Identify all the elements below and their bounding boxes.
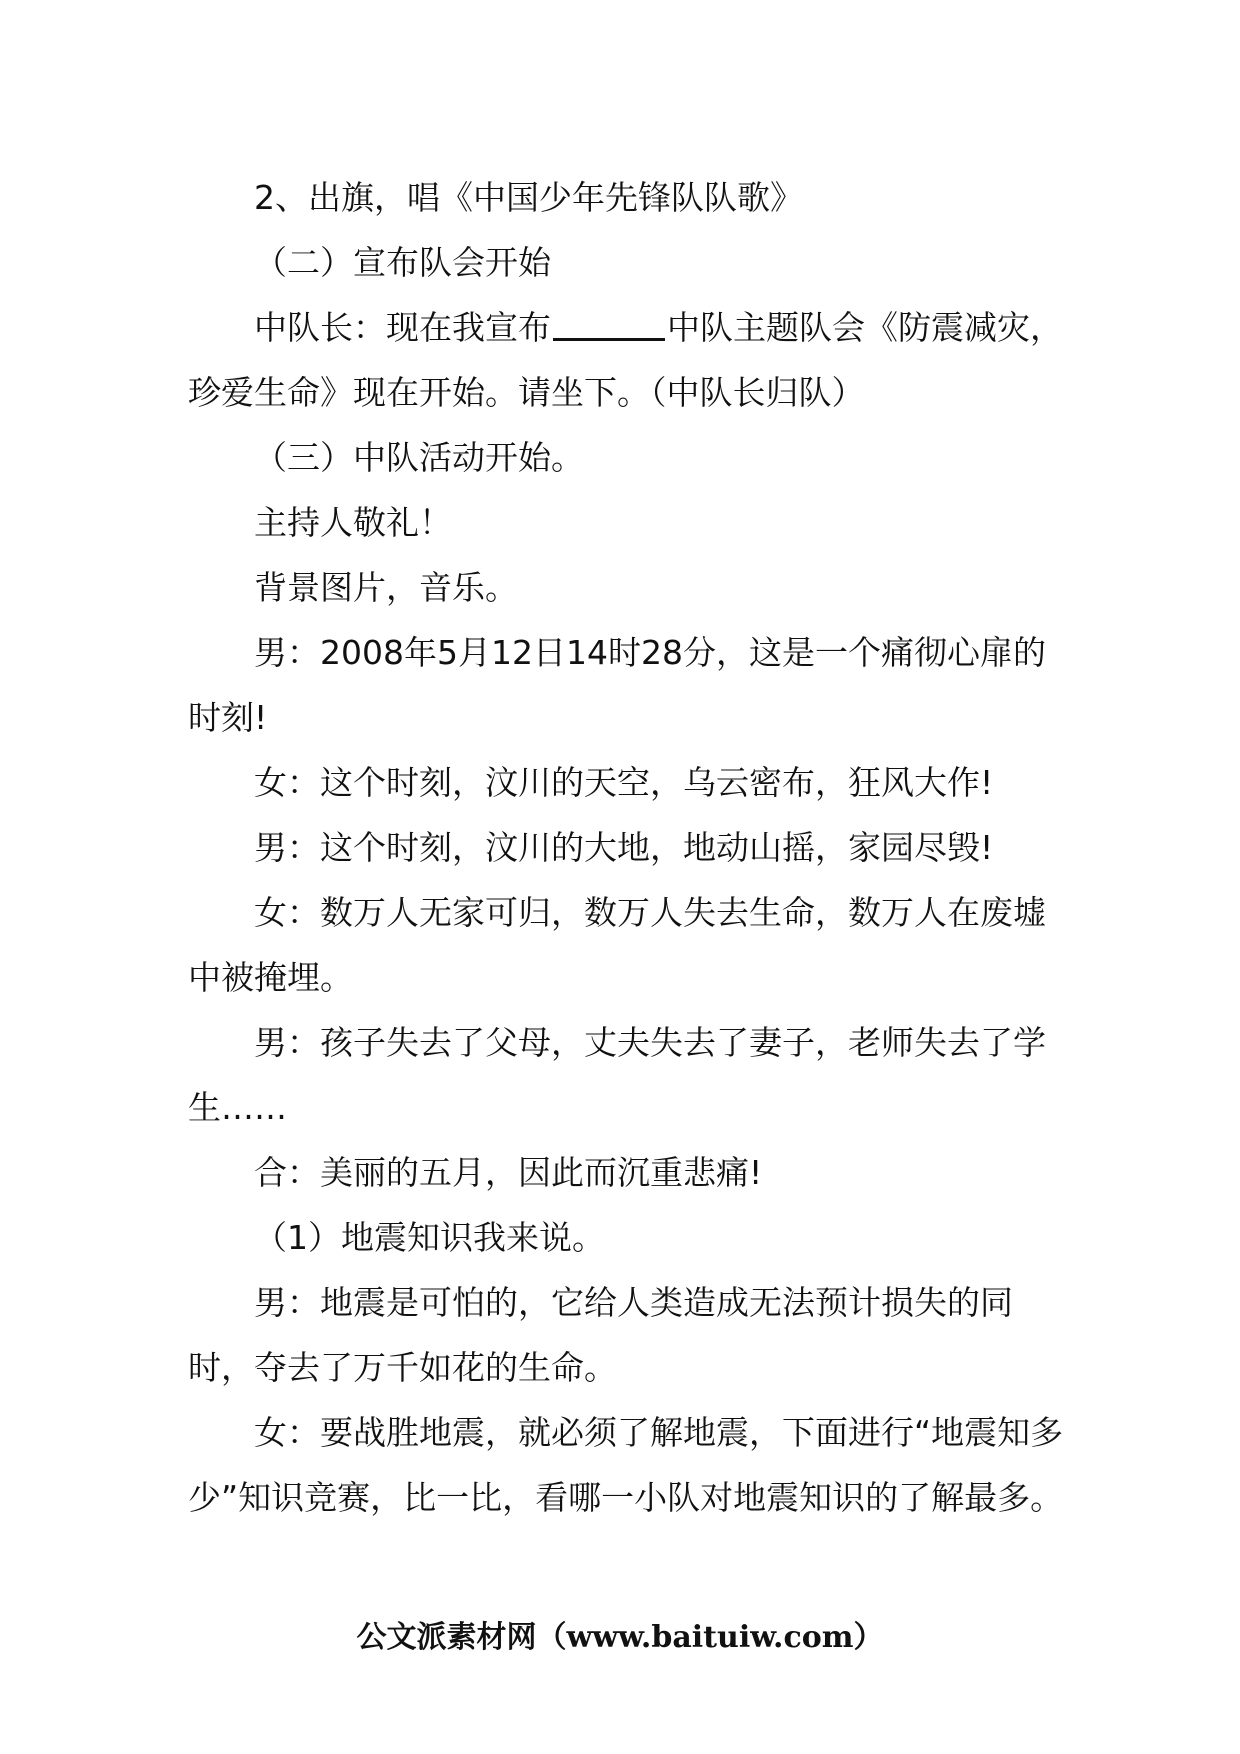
paragraph-female-homeless: 女：数万人无家可归，数万人失去生命，数万人在废墟中被掩埋。: [188, 893, 1046, 997]
paragraph-activity-start: （三）中队活动开始。: [254, 438, 584, 477]
paragraph-male-2008: 男：2008年5月12日14时28分，这是一个痛彻心扉的时刻!: [188, 633, 1046, 737]
paragraph-host-salute: 主持人敬礼！: [254, 503, 452, 542]
announcement-text-before: 中队长：现在我宣布: [254, 308, 551, 347]
paragraph-background-music: 背景图片，音乐。: [254, 568, 518, 607]
footer-source-watermark: 公文派素材网（www.baituiw.com）: [356, 1620, 884, 1655]
paragraph-male-loss: 男：孩子失去了父母，丈夫失去了妻子，老师失去了学生……: [188, 1023, 1046, 1127]
announcement-text-after: 中队主题队会《防震减灾，珍爱生命》现在开始。请坐下。（中队长归队）: [188, 308, 1063, 412]
paragraph-male-earthquake: 男：地震是可怕的，它给人类造成无法预计损失的同时，夺去了万千如花的生命。: [188, 1283, 1013, 1387]
paragraph-male-earth: 男：这个时刻，汶川的大地，地动山摇，家园尽毁!: [254, 828, 994, 867]
paragraph-flag-ceremony: 2、出旗，唱《中国少年先锋队队歌》: [254, 178, 803, 217]
paragraph-announce-start: （二）宣布队会开始: [254, 243, 551, 282]
paragraph-squad-leader-announcement: [188, 295, 1068, 425]
paragraph-female-quiz: 女：要战胜地震，就必须了解地震，下面进行“地震知多少”知识竞赛，比一比，看哪一小队对地震知识的了解最多。: [188, 1413, 1064, 1517]
paragraph-female-sky: 女：这个时刻，汶川的天空，乌云密布，狂风大作!: [254, 763, 994, 802]
document-body: [188, 165, 1068, 1530]
paragraph-together-may: 合：美丽的五月，因此而沉重悲痛!: [254, 1153, 763, 1192]
paragraph-knowledge-section: （1）地震知识我来说。: [254, 1218, 605, 1257]
fill-in-blank-line: [553, 308, 665, 341]
